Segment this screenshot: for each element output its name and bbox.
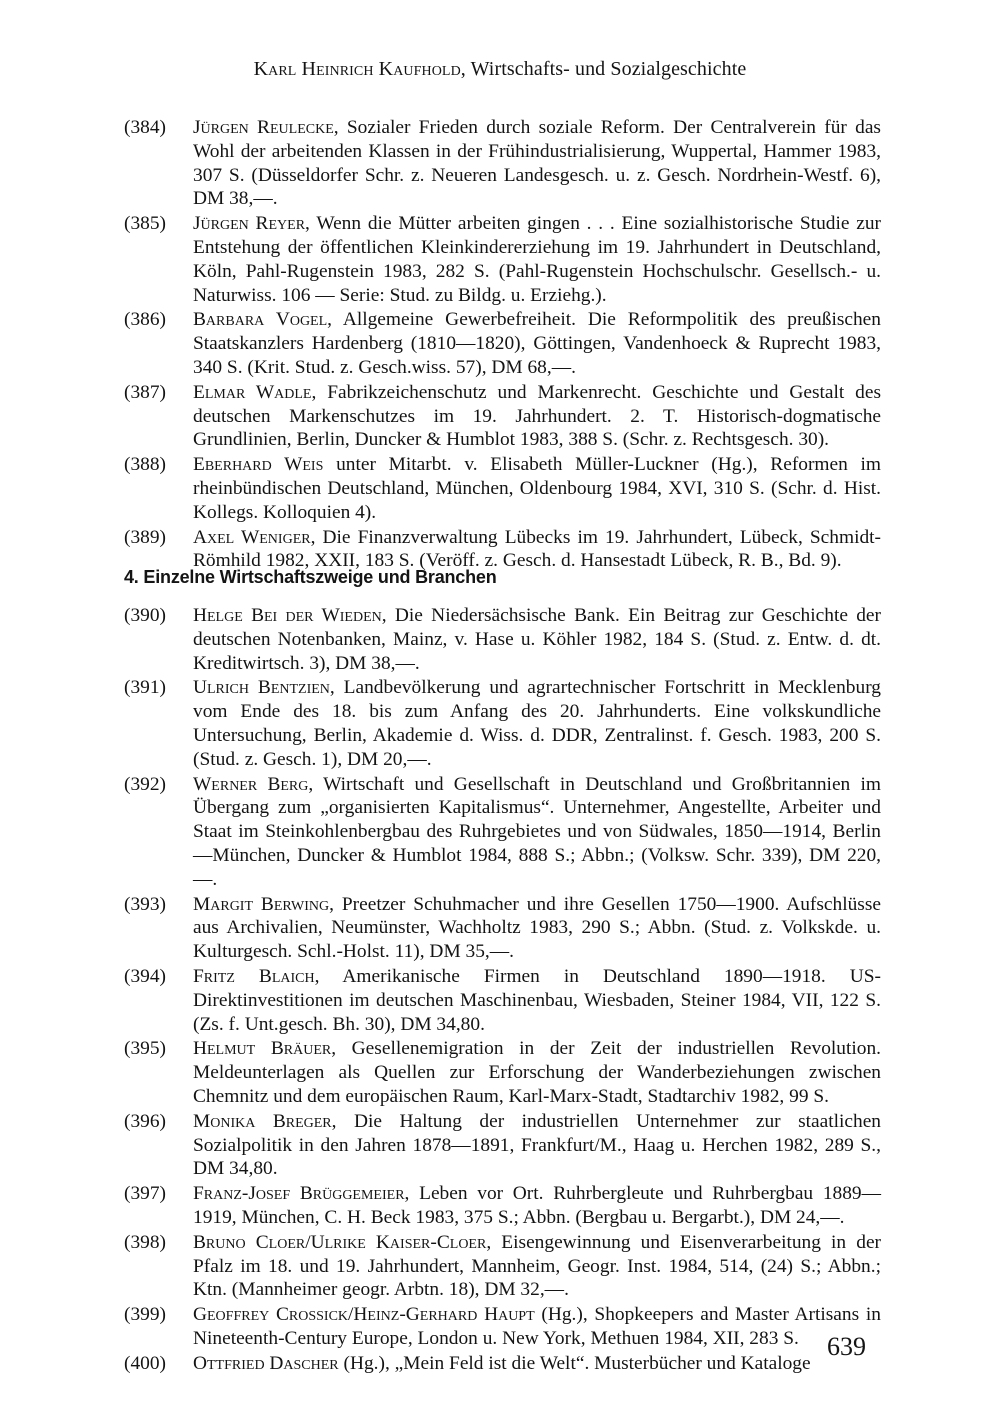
entry-author: Jürgen Reulecke: [193, 117, 334, 138]
bibliography-entry: [124, 773, 881, 892]
entry-number: (388): [124, 454, 167, 476]
entry-text: (Hg.), Shopkeepers and Master Artisans in Nineteenth-Century Europe, London u. New York, Methuen 1984, XII, 283 S.: [193, 1304, 881, 1349]
entry-author: Helmut Bräuer: [193, 1038, 332, 1060]
entry-text: , Die Haltung der industriellen Unternehmer zur staatlichen Sozialpolitik in den Jahren 1878—1891, Frankfurt/M., Haag u. Herchen 1982, 289 S., DM 34,80.: [193, 1110, 881, 1180]
entry-number: (399): [124, 1304, 167, 1326]
entry-number: (400): [124, 1352, 167, 1374]
section-heading: 4. Einzelne Wirtschaftszweige und Branchen: [124, 567, 497, 587]
entry-text: , Landbevölkerung und agrartechnischer Fortschritt in Mecklenburg vom Ende des 18. bis zum Anfang des 20. Jahrhunderts. Eine volkskundliche Untersuchung, Berlin, Akademie d. Wiss. d. DDR, Zentralinst. f. Gesch. 1983, 200 S. (Stud. z. Gesch. 1), DM 20,—.: [193, 677, 881, 770]
bibliography-entry: [124, 453, 881, 524]
running-head-author: Karl Heinrich Kaufhold: [253, 58, 461, 80]
entry-text: unter Mitarbt. v. Elisabeth Müller-Luckner (Hg.), Reformen im rheinbündischen Deutschland, München, Oldenbourg 1984, XVI, 310 S. (Schr. d. Hist. Kollegs. Kolloquien 4).: [193, 454, 881, 523]
entry-text: (Hg.), „Mein Feld ist die Welt“. Musterbücher und Kataloge: [338, 1352, 811, 1374]
entry-number: (384): [124, 117, 167, 138]
entry-author: Fritz Blaich: [193, 965, 315, 987]
entry-text: , Die Niedersächsische Bank. Ein Beitrag zur Geschichte der deutschen Notenbanken, Mainz, v. Hase u. Köhler 1982, 184 S. (Stud. z. Entw. d. dt. Kreditwirtsch. 3), DM 38,—.: [193, 605, 881, 674]
entry-author: Bruno Cloer/Ulrike Kaiser-Cloer: [193, 1231, 487, 1253]
bibliography-entry: [124, 893, 881, 964]
bibliography-list-section-4: [124, 604, 881, 1377]
entry-author: Geoffrey Crossick/Heinz-Gerhard Haupt: [193, 1304, 535, 1326]
bibliography-list-continued: [124, 116, 881, 574]
entry-number: (393): [124, 893, 167, 915]
entry-author: Ulrich Bentzien: [193, 677, 330, 699]
bibliography-entry: [124, 212, 881, 307]
entry-number: (397): [124, 1183, 167, 1205]
bibliography-entry: [124, 604, 881, 675]
entry-number: (390): [124, 605, 167, 626]
entry-author: Barbara Vogel: [193, 309, 328, 331]
entry-author: Elmar Wadle: [193, 381, 312, 403]
entry-text: , Leben vor Ort. Ruhrbergleute und Ruhrbergbau 1889—1919, München, C. H. Beck 1983, 375 S.; Abbn. (Bergbau u. Bergarbt.), DM 24,—.: [193, 1183, 882, 1228]
running-head: [0, 58, 1000, 81]
entry-author: Axel Weniger: [193, 526, 311, 548]
entry-number: (389): [124, 526, 167, 548]
entry-number: (385): [124, 213, 167, 235]
bibliography-entry: [124, 1182, 881, 1230]
bibliography-entry: [124, 676, 881, 771]
entry-author: Franz-Josef Brüggemeier: [193, 1183, 405, 1205]
entry-text: , Sozialer Frieden durch soziale Reform. Der Centralverein für das Wohl der arbeitenden Klassen in der Frühindustrialisierung, Wuppertal, Hammer 1983, 307 S. (Düsseldorfer Schr. z. Neueren Landesgesch. u. z. Gesch. Nordrhein-Westf. 6), DM 38,—.: [193, 117, 881, 210]
bibliography-entry: [124, 965, 881, 1036]
bibliography-entry: [124, 1231, 881, 1302]
entry-text: , Die Finanzverwaltung Lübecks im 19. Jahrhundert, Lübeck, Schmidt-Römhild 1982, XXII, 183 S. (Veröff. z. Gesch. d. Hansestadt Lübeck, R. B., Bd. 9).: [193, 526, 881, 572]
entry-number: (392): [124, 773, 167, 795]
entry-text: , Gesellenemigration in der Zeit der industriellen Revolution. Meldeunterlagen als Quellen zur Erforschung der Wanderbeziehungen zwischen Chemnitz und dem europäischen Raum, Karl-Marx-Stadt, Stadtarchiv 1982, 99 S.: [193, 1038, 881, 1107]
entry-text: , Preetzer Schuhmacher und ihre Gesellen 1750—1900. Aufschlüsse aus Archivalien, Neumünster, Wachholtz 1983, 290 S.; Abbn. (Stud. z. Volkskde. u. Kulturgesch. Schl.-Holst. 11), DM 35,—.: [193, 893, 881, 963]
entry-text: , Wenn die Mütter arbeiten gingen . . . Eine sozialhistorische Studie zur Entstehung der öffentlichen Kleinkindererziehung im 19. Jahrhundert in Deutschland, Köln, Pahl-Rugenstein 1983, 282 S. (Pahl-Rugenstein Hochschulschr. Gesellsch.- u. Naturwiss. 106 — Serie: Stud. zu Bildg. u. Erziehg.).: [193, 213, 881, 306]
entry-number: (395): [124, 1038, 167, 1060]
bibliography-entry: [124, 1037, 881, 1108]
bibliography-entry: [124, 526, 881, 574]
entry-text: , Allgemeine Gewerbefreiheit. Die Reformpolitik des preußischen Staatskanzlers Hardenberg (1810—1820), Göttingen, Vandenhoeck & Ruprecht 1983, 340 S. (Krit. Stud. z. Gesch.wiss. 57), DM 68,—.: [193, 309, 881, 378]
entry-author: Eberhard Weis: [193, 454, 324, 476]
entry-number: (391): [124, 677, 167, 699]
bibliography-entry: [124, 308, 881, 379]
entry-author: Helge Bei der Wieden: [193, 605, 382, 626]
bibliography-entry: [124, 1303, 881, 1351]
page-number: 639: [827, 1332, 866, 1361]
entry-text: , Amerikanische Firmen in Deutschland 1890—1918. US-Direktinvestitionen im deutschen Maschinenbau, Wiesbaden, Steiner 1984, VII, 122 S. (Zs. f. Unt.gesch. Bh. 30), DM 34,80.: [193, 965, 881, 1035]
bibliography-entry: [124, 381, 881, 452]
entry-text: , Eisengewinnung und Eisenverarbeitung in der Pfalz im 18. und 19. Jahrhundert, Mannheim, Geogr. Inst. 1984, 514, (24) S.; Abbn.; Ktn. (Mannheimer geogr. Arbtn. 18), DM 32,—.: [193, 1231, 882, 1301]
bibliography-entry: [124, 1110, 881, 1181]
entry-text: , Fabrikzeichenschutz und Markenrecht. Geschichte und Gestalt des deutschen Markenschutzes im 19. Jahrhundert. 2. T. Historisch-dogmatische Grundlinien, Berlin, Duncker & Humblot 1983, 388 S. (Schr. z. Rechtsgesch. 30).: [193, 381, 882, 451]
running-head-title: , Wirtschafts- und Sozialgeschichte: [460, 58, 747, 80]
entry-number: (387): [124, 381, 167, 403]
entry-author: Jürgen Reyer: [193, 213, 306, 235]
entry-text: , Wirtschaft und Gesellschaft in Deutschland und Großbritannien im Übergang zum „organisierten Kapitalismus“. Unternehmer, Angestellte, Arbeiter und Staat im Steinkohlenbergbau des Ruhrgebietes und von Südwales, 1850—1914, Berlin—München, Duncker & Humblot 1984, 888 S.; Abbn.; (Volksw. Schr. 339), DM 220,—.: [193, 773, 881, 890]
entry-author: Margit Berwing: [193, 893, 330, 915]
bibliography-entry: [124, 1352, 881, 1376]
entry-number: (394): [124, 965, 167, 987]
entry-author: Monika Breger: [193, 1110, 332, 1132]
entry-author: Ottfried Dascher: [193, 1352, 339, 1374]
entry-number: (386): [124, 309, 167, 331]
bibliography-entry: [124, 116, 881, 211]
entry-author: Werner Berg: [193, 773, 309, 795]
entry-number: (396): [124, 1110, 167, 1132]
entry-number: (398): [124, 1231, 167, 1253]
